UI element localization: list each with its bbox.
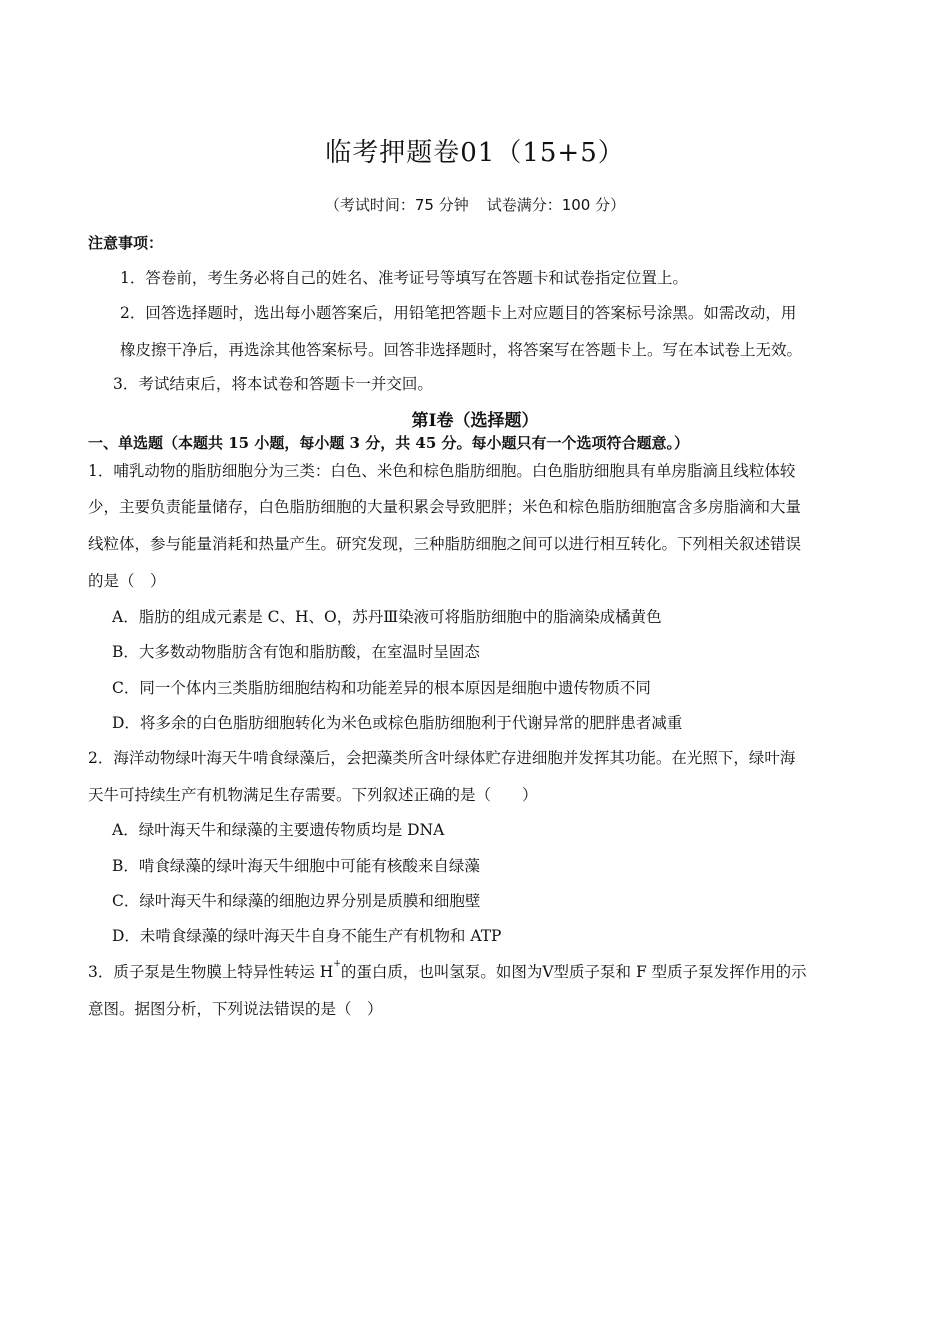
question-2-option-a: A．绿叶海天牛和绿藻的主要遗传物质均是 DNA (112, 821, 445, 839)
question-2-option-d: D．未啃食绿藻的绿叶海天牛自身不能生产有机物和 ATP (112, 927, 502, 945)
question-1-line: 的是（ ） (88, 572, 166, 590)
exam-title: 临考押题卷01（15+5） (325, 138, 625, 168)
question-2-option-c: C．绿叶海天牛和绿藻的细胞边界分别是质膜和细胞壁 (112, 892, 481, 910)
question-1-option-d: D．将多余的白色脂肪细胞转化为米色或棕色脂肪细胞利于代谢异常的肥胖患者减重 (112, 714, 683, 732)
question-2-line: 天牛可持续生产有机物满足生存需要。下列叙述正确的是（ ） (88, 786, 538, 804)
question-1-line: 1．哺乳动物的脂肪细胞分为三类：白色、米色和棕色脂肪细胞。白色脂肪细胞具有单房脂滴且线粒体较 (88, 462, 796, 480)
notice-item: 2．回答选择题时，选出每小题答案后，用铅笔把答题卡上对应题目的答案标号涂黑。如需改动，用 (120, 304, 797, 322)
exam-score: 试卷满分：100 分） (486, 196, 626, 214)
part-heading: 一、单选题（本题共 15 小题，每小题 3 分，共 45 分。每小题只有一个选项符合题意。） (88, 434, 690, 452)
question-1-option-a: A．脂肪的组成元素是 C、H、O，苏丹Ⅲ染液可将脂肪细胞中的脂滴染成橘黄色 (112, 608, 662, 626)
question-1-line: 线粒体，参与能量消耗和热量产生。研究发现，三种脂肪细胞之间可以进行相互转化。下列相关叙述错误 (88, 535, 802, 553)
notice-item: 1．答卷前，考生务必将自己的姓名、准考证号等填写在答题卡和试卷指定位置上。 (120, 269, 688, 287)
notice-heading: 注意事项： (88, 234, 164, 252)
question-1-option-c: C．同一个体内三类脂肪细胞结构和功能差异的根本原因是细胞中遗传物质不同 (112, 679, 651, 697)
superscript-plus: + (333, 959, 341, 969)
question-3-line: 意图。据图分析，下列说法错误的是（ ） (88, 1000, 383, 1018)
question-3-text-pre: 3．质子泵是生物膜上特异性转运 H (88, 963, 334, 981)
exam-subtitle (0, 194, 950, 215)
section-title: 第Ⅰ卷（选择题） (411, 411, 539, 431)
exam-time: （考试时间：75 分钟 (324, 196, 469, 214)
question-2-option-b: B．啃食绿藻的绿叶海天牛细胞中可能有核酸来自绿藻 (112, 857, 480, 875)
question-3-line (88, 960, 807, 982)
notice-item: 3．考试结束后，将本试卷和答题卡一并交回。 (113, 375, 433, 393)
question-1-option-b: B．大多数动物脂肪含有饱和脂肪酸，在室温时呈固态 (112, 643, 480, 661)
notice-item-continued: 橡皮擦干净后，再选涂其他答案标号。回答非选择题时，将答案写在答题卡上。写在本试卷上无效。 (120, 341, 803, 359)
question-1-line: 少，主要负责能量储存，白色脂肪细胞的大量积累会导致肥胖；米色和棕色脂肪细胞富含多房脂滴和大量 (88, 498, 802, 516)
question-2-line: 2．海洋动物绿叶海天牛啃食绿藻后，会把藻类所含叶绿体贮存进细胞并发挥其功能。在光照下，绿叶海 (88, 749, 796, 767)
question-3-text-post: 的蛋白质，也叫氢泵。如图为Ⅴ型质子泵和 F 型质子泵发挥作用的示 (340, 963, 807, 981)
